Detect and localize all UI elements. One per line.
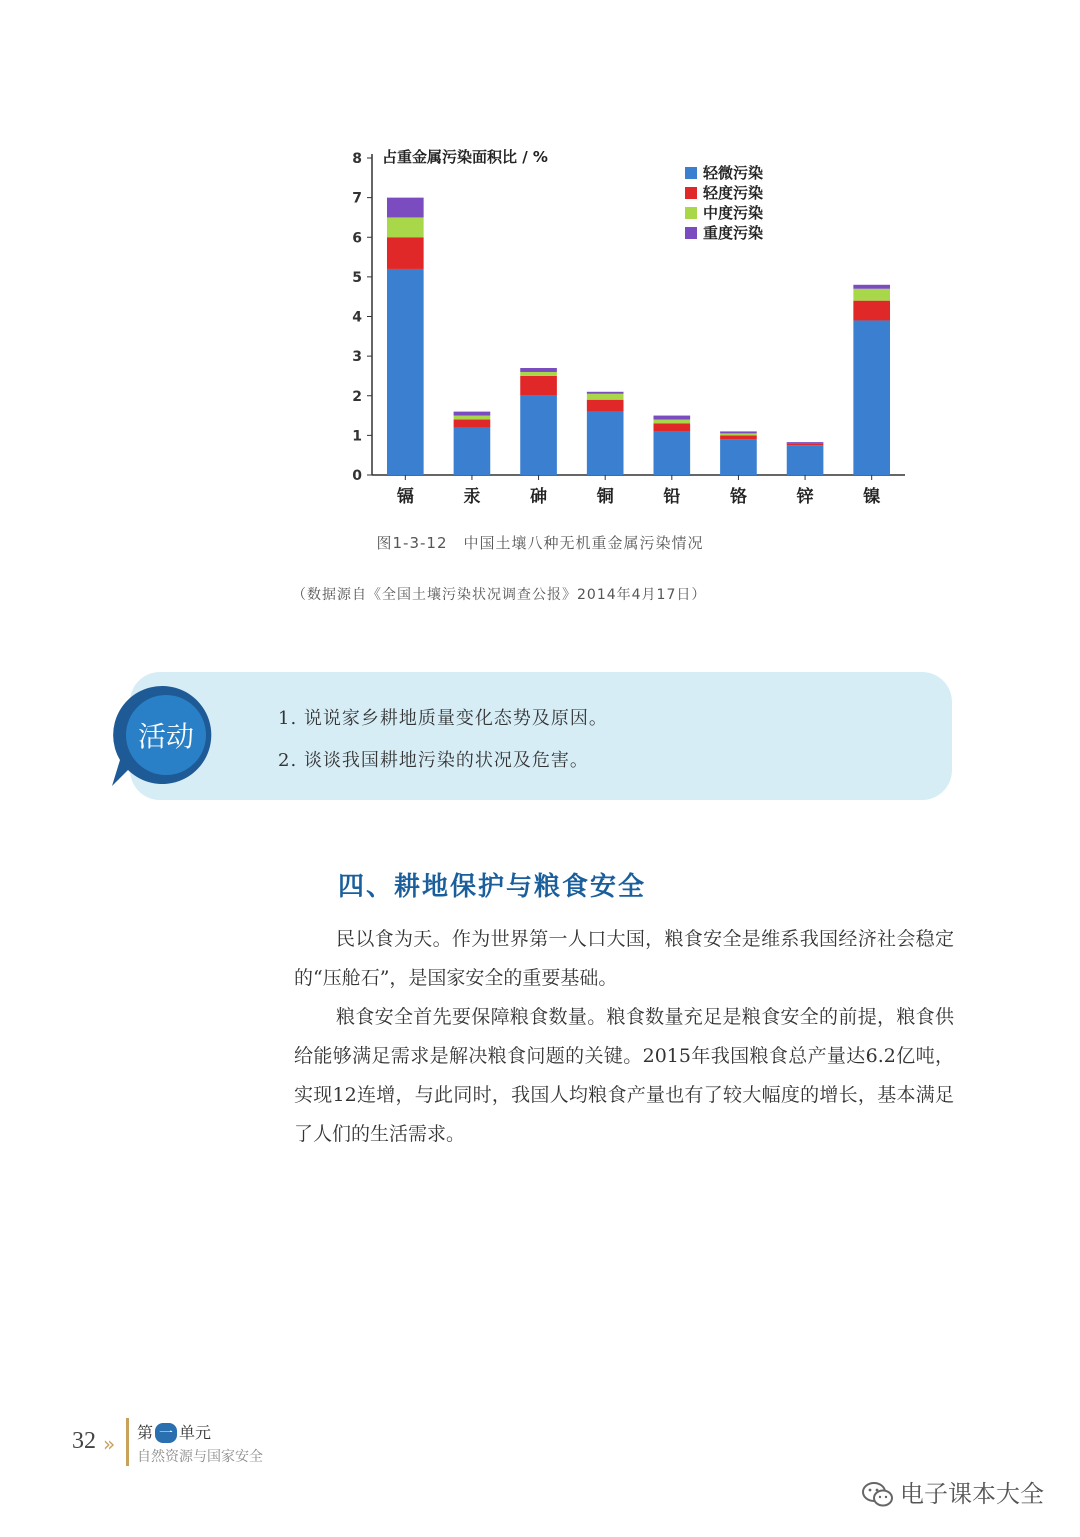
- bar-segment: [853, 301, 890, 321]
- section-title: 四、耕地保护与粮食安全: [338, 872, 647, 902]
- y-tick-label: 8: [352, 151, 362, 167]
- x-tick-label: 镍: [863, 487, 881, 507]
- page-number: 32: [72, 1428, 96, 1454]
- activity-item: 1. 说说家乡耕地质量变化态势及原因。: [278, 708, 608, 729]
- y-tick-label: 0: [352, 468, 362, 484]
- y-tick-label: 7: [352, 190, 362, 207]
- y-tick-label: 1: [352, 428, 362, 445]
- bar-segment: [520, 372, 557, 376]
- bar-segment: [454, 427, 491, 475]
- legend-swatch: [685, 207, 697, 219]
- bar-segment: [853, 289, 890, 301]
- y-tick-label: 6: [352, 230, 362, 247]
- footer-unit-label: [137, 1420, 211, 1443]
- y-tick-label: 4: [352, 309, 362, 326]
- bar-segment: [787, 443, 824, 445]
- pollution-chart: [330, 140, 930, 520]
- bar-segment: [720, 439, 757, 475]
- figure-source: （数据源自《全国土壤污染状况调查公报》2014年4月17日）: [292, 587, 707, 603]
- x-tick-label: 锌: [796, 487, 814, 507]
- bar-segment: [454, 420, 491, 428]
- double-chevron-icon: »: [103, 1432, 116, 1456]
- legend-swatch: [685, 227, 697, 239]
- bar-segment: [587, 394, 624, 400]
- speech-bubble-icon: [108, 680, 218, 790]
- bar-segment: [653, 420, 690, 424]
- x-tick-label: 镉: [396, 487, 414, 507]
- x-tick-label: 砷: [530, 487, 548, 507]
- footer-unit-title: 自然资源与国家安全: [137, 1449, 263, 1465]
- bar-segment: [720, 431, 757, 433]
- figure-caption: 图1-3-12 中国土壤八种无机重金属污染情况: [376, 534, 704, 552]
- bar-segment: [653, 416, 690, 420]
- bar-segment: [454, 416, 491, 420]
- unit-prefix: 第: [137, 1423, 154, 1442]
- activity-box: [100, 672, 952, 804]
- x-tick-label: 铜: [596, 487, 614, 507]
- section-body: [294, 920, 954, 1154]
- bar-segment: [787, 445, 824, 475]
- x-tick-label: 汞: [463, 487, 481, 507]
- y-tick-label: 2: [352, 388, 362, 405]
- bar-segment: [653, 423, 690, 431]
- activity-item: 2. 谈谈我国耕地污染的状况及危害。: [278, 750, 589, 771]
- activity-badge-label: 活动: [137, 720, 195, 753]
- y-tick-label: 5: [352, 269, 362, 286]
- bar-segment: [454, 412, 491, 416]
- y-axis-label: 占重金属污染面积比 / %: [382, 148, 548, 166]
- bar-segment: [387, 269, 424, 475]
- x-tick-label: 铬: [729, 487, 747, 507]
- legend-label: 中度污染: [703, 204, 764, 222]
- legend-swatch: [685, 187, 697, 199]
- legend-swatch: [685, 167, 697, 179]
- unit-number-badge: 一: [155, 1423, 177, 1443]
- legend-label: 轻微污染: [703, 164, 764, 182]
- y-tick-label: 3: [352, 349, 362, 366]
- bar-segment: [587, 400, 624, 412]
- bar-segment: [853, 285, 890, 289]
- bar-segment: [653, 431, 690, 475]
- x-tick-label: 铅: [663, 487, 681, 507]
- bar-segment: [520, 376, 557, 396]
- bar-segment: [520, 368, 557, 372]
- bar-segment: [387, 198, 424, 218]
- footer-divider: [126, 1418, 129, 1466]
- legend-label: 重度污染: [703, 224, 764, 242]
- bar-segment: [787, 442, 824, 443]
- stacked-bar-chart: [330, 140, 930, 520]
- legend-label: 轻度污染: [703, 184, 764, 202]
- wechat-icon: [862, 1481, 894, 1509]
- bar-segment: [587, 412, 624, 475]
- bar-segment: [587, 392, 624, 394]
- brand-text: 电子课本大全: [900, 1480, 1044, 1508]
- brand-watermark: [862, 1474, 1044, 1509]
- paragraph: 粮食安全首先要保障粮食数量。粮食数量充足是粮食安全的前提，粮食供给能够满足需求是解决粮食问题的关键。2015年我国粮食总产量达6.2亿吨，实现12连增，与此同时，我国人均粮食产量也有了较大幅度的增长，基本满足了人们的生活需求。: [294, 1006, 954, 1145]
- bar-segment: [720, 433, 757, 435]
- bar-segment: [520, 396, 557, 475]
- paragraph: 民以食为天。作为世界第一人口大国，粮食安全是维系我国经济社会稳定的“压舱石”，是国家安全的重要基础。: [294, 928, 954, 989]
- bar-segment: [853, 320, 890, 475]
- unit-suffix: 单元: [179, 1423, 212, 1442]
- bar-segment: [387, 237, 424, 269]
- bar-segment: [720, 435, 757, 439]
- bar-segment: [387, 217, 424, 237]
- activity-list: [278, 704, 608, 788]
